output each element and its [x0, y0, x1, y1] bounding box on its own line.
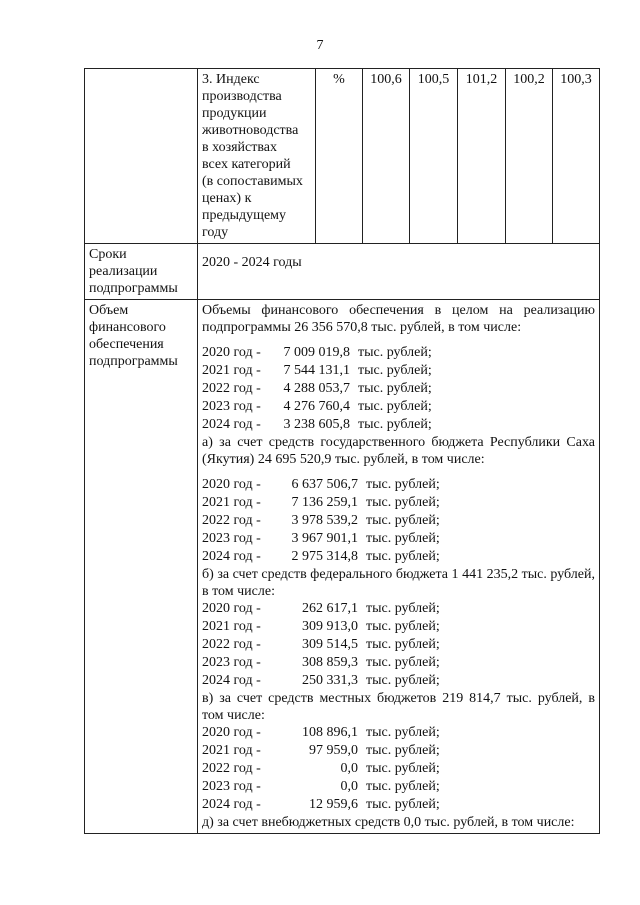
year-row: 2024 год - 3 238 605,8 тыс. рублей;	[202, 417, 432, 432]
year-row: 2021 год - 7 544 131,1 тыс. рублей;	[202, 363, 432, 378]
indicator-unit: %	[316, 69, 363, 244]
year-row: 2021 год - 97 959,0 тыс. рублей;	[202, 743, 440, 758]
indicator-row	[85, 69, 600, 244]
year-row: 2024 год - 12 959,6 тыс. рублей;	[202, 797, 440, 812]
year-row: 2022 год - 4 288 053,7 тыс. рублей;	[202, 381, 432, 396]
subprogram-passport-table	[84, 68, 600, 834]
total-intro: Объемы финансового обеспечения в целом на реализацию подпрограммы 26 356 570,8 тыс. рублей, в том числе:	[202, 303, 595, 335]
indicator-value-2021: 100,5	[410, 69, 458, 244]
year-row: 2022 год - 3 978 539,2 тыс. рублей;	[202, 513, 440, 528]
terms-value: 2020 - 2024 годы	[198, 244, 600, 300]
financing-row	[85, 300, 600, 834]
year-row: 2023 год - 308 859,3 тыс. рублей;	[202, 655, 440, 670]
total-years	[202, 344, 595, 434]
federal-budget-years	[202, 600, 595, 690]
year-row: 2020 год - 6 637 506,7 тыс. рублей;	[202, 477, 440, 492]
federal-budget-intro: б) за счет средств федерального бюджета 1 441 235,2 тыс. рублей, в том числе:	[202, 567, 595, 599]
year-row: 2023 год - 3 967 901,1 тыс. рублей;	[202, 531, 440, 546]
indicator-value-2020: 100,6	[363, 69, 410, 244]
year-row: 2022 год - 0,0 тыс. рублей;	[202, 761, 440, 776]
year-row: 2024 год - 250 331,3 тыс. рублей;	[202, 673, 440, 688]
year-row: 2022 год - 309 514,5 тыс. рублей;	[202, 637, 440, 652]
year-row: 2021 год - 309 913,0 тыс. рублей;	[202, 619, 440, 634]
year-row: 2020 год - 108 896,1 тыс. рублей;	[202, 725, 440, 740]
indicator-value-2022: 101,2	[458, 69, 506, 244]
terms-row	[85, 244, 600, 300]
year-row: 2021 год - 7 136 259,1 тыс. рублей;	[202, 495, 440, 510]
local-budget-years	[202, 724, 595, 814]
year-row: 2023 год - 4 276 760,4 тыс. рублей;	[202, 399, 432, 414]
financing-content	[198, 300, 600, 834]
year-row: 2020 год - 7 009 019,8 тыс. рублей;	[202, 345, 432, 360]
page-number: 7	[316, 38, 324, 53]
extra-budget-intro: д) за счет внебюджетных средств 0,0 тыс. рублей, в том числе:	[202, 815, 575, 830]
state-budget-years	[202, 476, 595, 566]
empty-label-cell	[85, 69, 198, 244]
year-row: 2020 год - 262 617,1 тыс. рублей;	[202, 601, 440, 616]
year-row: 2023 год - 0,0 тыс. рублей;	[202, 779, 440, 794]
state-budget-intro: а) за счет средств государственного бюджета Республики Саха (Якутия) 24 695 520,9 тыс. рублей, в том числе:	[202, 435, 595, 467]
indicator-name: 3. Индекс производства продукции животноводства в хозяйствах всех категорий (в сопоставимых ценах) к предыдущему году	[198, 69, 316, 244]
year-row: 2024 год - 2 975 314,8 тыс. рублей;	[202, 549, 440, 564]
local-budget-intro: в) за счет средств местных бюджетов 219 814,7 тыс. рублей, в том числе:	[202, 691, 595, 723]
indicator-value-2024: 100,3	[553, 69, 600, 244]
indicator-value-2023: 100,2	[506, 69, 553, 244]
terms-label: Сроки реализации подпрограммы	[85, 244, 198, 300]
financing-label: Объем финансового обеспечения подпрограммы	[85, 300, 198, 834]
